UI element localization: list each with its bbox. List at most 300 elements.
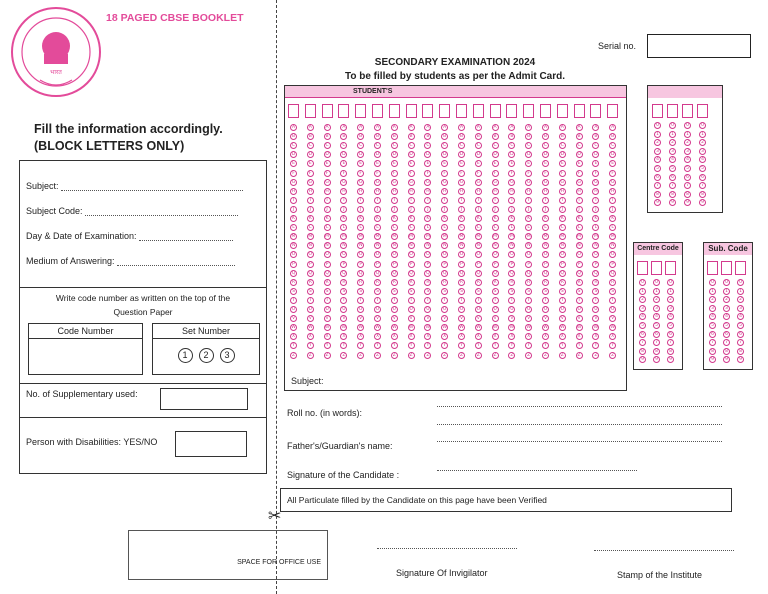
omr-bubble[interactable]: N xyxy=(560,243,564,249)
omr-bubble[interactable]: F xyxy=(340,170,347,177)
omr-bubble[interactable]: P xyxy=(508,261,515,268)
omr-bubble[interactable]: H xyxy=(543,188,548,194)
omr-bubble[interactable]: H xyxy=(426,188,430,194)
omr-bubble[interactable]: R xyxy=(543,279,548,285)
omr-bubble[interactable]: O xyxy=(308,252,313,258)
omr-bubble[interactable]: P xyxy=(290,261,297,268)
omr-bubble[interactable]: K xyxy=(475,215,482,222)
omr-bubble[interactable]: Y xyxy=(609,342,616,349)
omr-bubble[interactable]: O xyxy=(442,252,447,258)
omr-bubble[interactable]: 3 xyxy=(639,305,646,312)
omr-bubble[interactable]: C xyxy=(308,143,312,149)
omr-bubble[interactable]: R xyxy=(426,279,430,285)
omr-bubble[interactable]: G xyxy=(426,179,430,185)
omr-entry-cell[interactable] xyxy=(540,104,551,118)
omr-bubble[interactable]: B xyxy=(359,134,363,140)
omr-bubble[interactable]: N xyxy=(459,243,464,249)
omr-bubble[interactable]: 2 xyxy=(669,139,676,146)
omr-bubble[interactable]: K xyxy=(374,215,381,222)
omr-bubble[interactable]: V xyxy=(375,316,380,322)
omr-bubble[interactable]: R xyxy=(443,279,447,285)
omr-bubble[interactable]: R xyxy=(359,279,363,285)
omr-bubble[interactable]: I xyxy=(290,197,297,204)
set-option-1[interactable]: 1 xyxy=(178,348,193,363)
omr-bubble[interactable]: X xyxy=(543,334,548,340)
omr-bubble[interactable]: N xyxy=(291,243,296,249)
omr-bubble[interactable]: F xyxy=(508,170,515,177)
omr-bubble[interactable]: M xyxy=(308,234,313,240)
omr-entry-cell[interactable] xyxy=(506,104,517,118)
omr-bubble[interactable]: X xyxy=(392,334,396,340)
omr-bubble[interactable]: D xyxy=(442,152,447,158)
omr-entry-cell[interactable] xyxy=(651,261,662,275)
omr-bubble[interactable]: W xyxy=(459,325,464,331)
omr-bubble[interactable]: 5 xyxy=(737,322,744,329)
omr-bubble[interactable]: 0 xyxy=(667,279,674,286)
omr-bubble[interactable]: M xyxy=(325,234,330,240)
omr-bubble[interactable]: 8 xyxy=(709,348,716,355)
omr-bubble[interactable]: D xyxy=(510,152,514,158)
omr-bubble[interactable]: F xyxy=(525,170,532,177)
omr-bubble[interactable]: V xyxy=(611,316,615,322)
omr-bubble[interactable]: Y xyxy=(408,342,415,349)
omr-bubble[interactable]: N xyxy=(527,243,531,249)
omr-bubble[interactable]: C xyxy=(577,143,581,149)
supplementary-input[interactable] xyxy=(160,388,248,410)
omr-bubble[interactable]: D xyxy=(375,152,380,158)
omr-entry-cell[interactable] xyxy=(523,104,534,118)
omr-bubble[interactable]: S xyxy=(307,288,314,295)
omr-bubble[interactable]: H xyxy=(560,188,564,194)
omr-bubble[interactable]: E xyxy=(307,160,314,167)
omr-bubble[interactable]: 2 xyxy=(653,296,660,303)
omr-bubble[interactable]: E xyxy=(576,160,583,167)
omr-bubble[interactable]: 8 xyxy=(699,191,706,198)
omr-bubble[interactable]: G xyxy=(510,179,514,185)
omr-bubble[interactable]: F xyxy=(475,170,482,177)
omr-bubble[interactable]: X xyxy=(426,334,430,340)
omr-bubble[interactable]: 7 xyxy=(709,339,716,346)
omr-bubble[interactable]: Z xyxy=(342,352,346,358)
omr-bubble[interactable]: Z xyxy=(291,352,296,358)
omr-bubble[interactable]: M xyxy=(409,234,414,240)
omr-bubble[interactable]: S xyxy=(424,288,431,295)
omr-bubble[interactable]: Y xyxy=(391,342,398,349)
omr-bubble[interactable]: T xyxy=(307,297,314,304)
omr-bubble[interactable]: Q xyxy=(342,270,346,276)
omr-entry-cell[interactable] xyxy=(590,104,601,118)
omr-bubble[interactable]: P xyxy=(458,261,465,268)
omr-bubble[interactable]: 9 xyxy=(723,356,730,363)
omr-bubble[interactable]: B xyxy=(392,134,396,140)
omr-bubble[interactable]: T xyxy=(340,297,347,304)
omr-bubble[interactable]: D xyxy=(342,152,346,158)
omr-bubble[interactable]: 0 xyxy=(669,122,676,129)
omr-bubble[interactable]: Q xyxy=(358,270,363,276)
omr-bubble[interactable]: E xyxy=(391,160,398,167)
omr-bubble[interactable]: U xyxy=(493,307,497,312)
omr-bubble[interactable]: Q xyxy=(426,270,430,276)
omr-bubble[interactable]: V xyxy=(325,316,329,322)
omr-bubble[interactable]: K xyxy=(307,215,314,222)
omr-bubble[interactable]: Y xyxy=(290,342,297,349)
omr-bubble[interactable]: 6 xyxy=(653,331,660,338)
omr-bubble[interactable]: I xyxy=(307,197,314,204)
omr-bubble[interactable]: E xyxy=(424,160,431,167)
omr-bubble[interactable]: V xyxy=(476,316,480,322)
omr-bubble[interactable]: Q xyxy=(577,270,581,276)
omr-bubble[interactable]: 0 xyxy=(653,279,660,286)
omr-bubble[interactable]: J xyxy=(525,206,532,213)
omr-bubble[interactable]: U xyxy=(426,307,430,312)
omr-bubble[interactable]: T xyxy=(357,297,364,304)
omr-bubble[interactable]: 4 xyxy=(639,313,646,320)
omr-bubble[interactable]: R xyxy=(577,279,581,285)
omr-bubble[interactable]: Y xyxy=(307,342,314,349)
omr-bubble[interactable]: O xyxy=(610,252,615,258)
omr-bubble[interactable]: A xyxy=(459,125,464,130)
omr-entry-cell[interactable] xyxy=(338,104,349,118)
omr-bubble[interactable]: O xyxy=(560,252,565,258)
omr-bubble[interactable]: Z xyxy=(594,352,598,358)
omr-bubble[interactable]: E xyxy=(357,160,364,167)
omr-bubble[interactable]: Z xyxy=(459,352,464,358)
omr-bubble[interactable]: I xyxy=(475,197,482,204)
omr-bubble[interactable]: 9 xyxy=(667,356,674,363)
omr-bubble[interactable]: D xyxy=(426,152,430,158)
omr-bubble[interactable]: 4 xyxy=(654,156,661,163)
omr-bubble[interactable]: W xyxy=(324,325,330,331)
omr-bubble[interactable]: N xyxy=(594,243,598,249)
omr-bubble[interactable]: Z xyxy=(560,352,564,358)
omr-bubble[interactable]: R xyxy=(476,279,480,285)
omr-bubble[interactable]: U xyxy=(560,307,564,312)
omr-bubble[interactable]: U xyxy=(325,307,329,312)
omr-bubble[interactable]: C xyxy=(476,143,480,149)
omr-bubble[interactable]: S xyxy=(576,288,583,295)
omr-bubble[interactable]: P xyxy=(559,261,566,268)
omr-bubble[interactable]: M xyxy=(375,234,380,240)
omr-bubble[interactable]: N xyxy=(342,243,346,249)
omr-bubble[interactable]: 1 xyxy=(654,131,661,138)
omr-entry-cell[interactable] xyxy=(439,104,450,118)
omr-bubble[interactable]: H xyxy=(325,188,329,194)
omr-bubble[interactable]: X xyxy=(577,334,581,340)
omr-bubble[interactable]: W xyxy=(341,325,347,331)
omr-bubble[interactable]: Z xyxy=(308,352,312,358)
omr-bubble[interactable]: E xyxy=(374,160,381,167)
omr-bubble[interactable]: F xyxy=(357,170,364,177)
omr-bubble[interactable]: I xyxy=(609,197,616,204)
omr-bubble[interactable]: A xyxy=(392,125,396,130)
omr-bubble[interactable]: I xyxy=(441,197,448,204)
omr-bubble[interactable]: H xyxy=(493,188,497,194)
omr-bubble[interactable]: V xyxy=(577,316,581,322)
omr-bubble[interactable]: B xyxy=(459,134,464,140)
omr-bubble[interactable]: B xyxy=(543,134,548,140)
omr-bubble[interactable]: F xyxy=(424,170,431,177)
omr-bubble[interactable]: 9 xyxy=(654,199,661,206)
omr-bubble[interactable]: A xyxy=(594,125,598,130)
omr-bubble[interactable]: L xyxy=(609,224,616,231)
omr-bubble[interactable]: V xyxy=(291,316,296,322)
omr-bubble[interactable]: K xyxy=(525,215,532,222)
omr-bubble[interactable]: G xyxy=(358,179,363,185)
omr-bubble[interactable]: J xyxy=(391,206,398,213)
omr-bubble[interactable]: H xyxy=(510,188,514,194)
omr-bubble[interactable]: 0 xyxy=(654,122,661,129)
omr-bubble[interactable]: Z xyxy=(510,352,514,358)
omr-bubble[interactable]: G xyxy=(392,179,397,185)
omr-entry-cell[interactable] xyxy=(288,104,299,118)
omr-bubble[interactable]: U xyxy=(476,307,480,312)
omr-bubble[interactable]: F xyxy=(609,170,616,177)
omr-bubble[interactable]: Z xyxy=(392,352,396,358)
omr-bubble[interactable]: F xyxy=(441,170,448,177)
omr-bubble[interactable]: A xyxy=(543,125,548,130)
omr-bubble[interactable]: W xyxy=(425,325,431,331)
omr-bubble[interactable]: I xyxy=(542,197,549,204)
omr-bubble[interactable]: U xyxy=(342,307,346,312)
omr-bubble[interactable]: Q xyxy=(476,270,481,276)
omr-bubble[interactable]: O xyxy=(476,252,481,258)
omr-bubble[interactable]: K xyxy=(424,215,431,222)
omr-bubble[interactable]: N xyxy=(493,243,497,249)
omr-bubble[interactable]: Y xyxy=(374,342,381,349)
omr-bubble[interactable]: K xyxy=(290,215,297,222)
omr-bubble[interactable]: 6 xyxy=(654,174,661,181)
omr-bubble[interactable]: B xyxy=(476,134,480,140)
omr-bubble[interactable]: F xyxy=(592,170,599,177)
omr-entry-cell[interactable] xyxy=(665,261,676,275)
omr-bubble[interactable]: 5 xyxy=(723,322,730,329)
omr-bubble[interactable]: H xyxy=(342,188,346,194)
omr-bubble[interactable]: 9 xyxy=(699,199,706,206)
serial-input[interactable] xyxy=(647,34,751,58)
omr-bubble[interactable]: B xyxy=(342,134,346,140)
omr-bubble[interactable]: I xyxy=(408,197,415,204)
omr-bubble[interactable]: W xyxy=(408,325,414,331)
code-number-box[interactable] xyxy=(28,323,143,375)
omr-bubble[interactable]: T xyxy=(391,297,398,304)
omr-bubble[interactable]: C xyxy=(611,143,615,149)
omr-bubble[interactable]: 9 xyxy=(737,356,744,363)
omr-bubble[interactable]: B xyxy=(325,134,329,140)
omr-bubble[interactable]: J xyxy=(508,206,515,213)
omr-bubble[interactable]: B xyxy=(510,134,514,140)
omr-bubble[interactable]: 8 xyxy=(737,348,744,355)
omr-bubble[interactable]: S xyxy=(374,288,381,295)
omr-bubble[interactable]: Y xyxy=(458,342,465,349)
omr-bubble[interactable]: 1 xyxy=(639,288,646,295)
omr-bubble[interactable]: V xyxy=(527,316,531,322)
omr-bubble[interactable]: P xyxy=(324,261,331,268)
omr-bubble[interactable]: S xyxy=(290,288,297,295)
omr-bubble[interactable]: K xyxy=(391,215,398,222)
subject-field[interactable] xyxy=(26,181,243,191)
omr-bubble[interactable]: F xyxy=(542,170,549,177)
omr-bubble[interactable]: O xyxy=(358,252,363,258)
omr-bubble[interactable]: Z xyxy=(443,352,447,358)
omr-bubble[interactable]: I xyxy=(357,197,364,204)
omr-bubble[interactable]: N xyxy=(510,243,514,249)
omr-bubble[interactable]: H xyxy=(526,188,531,194)
omr-bubble[interactable]: X xyxy=(325,334,329,340)
omr-bubble[interactable]: R xyxy=(325,279,329,285)
omr-bubble[interactable]: E xyxy=(475,160,482,167)
omr-bubble[interactable]: I xyxy=(391,197,398,204)
omr-bubble[interactable]: Q xyxy=(543,270,548,276)
omr-bubble[interactable]: X xyxy=(342,334,346,340)
omr-bubble[interactable]: P xyxy=(340,261,347,268)
omr-entry-cell[interactable] xyxy=(422,104,433,118)
omr-bubble[interactable]: M xyxy=(442,234,447,240)
omr-bubble[interactable]: J xyxy=(441,206,448,213)
omr-entry-cell[interactable] xyxy=(721,261,732,275)
omr-bubble[interactable]: O xyxy=(291,252,296,258)
omr-bubble[interactable]: U xyxy=(291,307,296,312)
omr-bubble[interactable]: 6 xyxy=(639,331,646,338)
omr-bubble[interactable]: Y xyxy=(559,342,566,349)
omr-bubble[interactable]: 5 xyxy=(669,165,676,172)
omr-bubble[interactable]: 2 xyxy=(654,139,661,146)
omr-bubble[interactable]: J xyxy=(290,206,297,213)
omr-bubble[interactable]: M xyxy=(543,234,548,240)
omr-bubble[interactable]: H xyxy=(308,188,312,194)
omr-bubble[interactable]: T xyxy=(525,297,532,304)
omr-bubble[interactable]: H xyxy=(392,188,396,194)
omr-bubble[interactable]: J xyxy=(357,206,364,213)
omr-bubble[interactable]: F xyxy=(576,170,583,177)
omr-bubble[interactable]: R xyxy=(409,279,413,285)
omr-bubble[interactable]: B xyxy=(291,134,296,140)
omr-bubble[interactable]: U xyxy=(375,307,380,312)
omr-bubble[interactable]: C xyxy=(342,143,346,149)
omr-bubble[interactable]: J xyxy=(542,206,549,213)
omr-bubble[interactable]: R xyxy=(594,279,598,285)
omr-bubble[interactable]: 9 xyxy=(709,356,716,363)
omr-bubble[interactable]: G xyxy=(476,179,481,185)
omr-bubble[interactable]: 6 xyxy=(723,331,730,338)
omr-bubble[interactable]: S xyxy=(592,288,599,295)
omr-bubble[interactable]: 7 xyxy=(654,182,661,189)
omr-bubble[interactable]: T xyxy=(408,297,415,304)
omr-bubble[interactable]: I xyxy=(424,197,431,204)
omr-bubble[interactable]: 5 xyxy=(653,322,660,329)
omr-bubble[interactable]: S xyxy=(458,288,465,295)
omr-bubble[interactable]: M xyxy=(577,234,582,240)
omr-bubble[interactable]: 5 xyxy=(639,322,646,329)
omr-bubble[interactable]: R xyxy=(611,279,615,285)
omr-bubble[interactable]: T xyxy=(592,297,599,304)
omr-bubble[interactable]: S xyxy=(559,288,566,295)
omr-bubble[interactable]: P xyxy=(542,261,549,268)
omr-bubble[interactable]: V xyxy=(459,316,464,322)
omr-bubble[interactable]: 0 xyxy=(709,279,716,286)
omr-bubble[interactable]: L xyxy=(576,224,583,231)
omr-bubble[interactable]: M xyxy=(425,234,430,240)
omr-entry-cell[interactable] xyxy=(456,104,467,118)
omr-bubble[interactable]: 8 xyxy=(639,348,646,355)
omr-bubble[interactable]: A xyxy=(510,125,514,130)
omr-bubble[interactable]: C xyxy=(291,143,296,149)
omr-bubble[interactable]: I xyxy=(592,197,599,204)
omr-bubble[interactable]: 6 xyxy=(684,174,691,181)
omr-bubble[interactable]: O xyxy=(543,252,548,258)
omr-bubble[interactable]: E xyxy=(290,160,297,167)
omr-bubble[interactable]: D xyxy=(409,152,413,158)
omr-bubble[interactable]: I xyxy=(576,197,583,204)
omr-bubble[interactable]: 2 xyxy=(639,296,646,303)
omr-bubble[interactable]: N xyxy=(577,243,581,249)
omr-entry-cell[interactable] xyxy=(355,104,366,118)
omr-bubble[interactable]: 4 xyxy=(737,313,744,320)
omr-bubble[interactable]: C xyxy=(594,143,598,149)
omr-entry-cell[interactable] xyxy=(473,104,484,118)
omr-bubble[interactable]: W xyxy=(526,325,531,331)
omr-bubble[interactable]: S xyxy=(609,288,616,295)
omr-bubble[interactable]: G xyxy=(543,179,548,185)
omr-bubble[interactable]: X xyxy=(510,334,514,340)
omr-bubble[interactable]: Z xyxy=(426,352,430,358)
omr-bubble[interactable]: X xyxy=(560,334,564,340)
omr-bubble[interactable]: I xyxy=(508,197,515,204)
omr-bubble[interactable]: 0 xyxy=(737,279,744,286)
omr-bubble[interactable]: 5 xyxy=(699,165,706,172)
omr-bubble[interactable]: 5 xyxy=(684,165,691,172)
omr-bubble[interactable]: D xyxy=(308,152,313,158)
omr-bubble[interactable]: K xyxy=(592,215,599,222)
omr-bubble[interactable]: P xyxy=(408,261,415,268)
omr-bubble[interactable]: H xyxy=(610,188,615,194)
omr-bubble[interactable]: T xyxy=(374,297,381,304)
omr-bubble[interactable]: I xyxy=(525,197,532,204)
omr-bubble[interactable]: K xyxy=(340,215,347,222)
omr-bubble[interactable]: Y xyxy=(592,342,599,349)
omr-bubble[interactable]: B xyxy=(308,134,312,140)
omr-bubble[interactable]: G xyxy=(493,179,497,185)
omr-bubble[interactable]: P xyxy=(357,261,364,268)
omr-bubble[interactable]: Q xyxy=(493,270,497,276)
omr-entry-cell[interactable] xyxy=(406,104,417,118)
omr-bubble[interactable]: Y xyxy=(508,342,515,349)
omr-bubble[interactable]: C xyxy=(527,143,531,149)
omr-bubble[interactable]: O xyxy=(577,252,581,258)
omr-bubble[interactable]: 7 xyxy=(653,339,660,346)
omr-bubble[interactable]: W xyxy=(291,325,296,331)
omr-bubble[interactable]: J xyxy=(424,206,431,213)
omr-bubble[interactable]: C xyxy=(543,143,548,149)
omr-entry-cell[interactable] xyxy=(305,104,316,118)
omr-bubble[interactable]: L xyxy=(559,224,566,231)
omr-bubble[interactable]: 9 xyxy=(639,356,646,363)
omr-bubble[interactable]: G xyxy=(325,179,329,185)
omr-bubble[interactable]: H xyxy=(577,188,581,194)
omr-bubble[interactable]: Y xyxy=(525,342,532,349)
omr-bubble[interactable]: Y xyxy=(542,342,549,349)
omr-bubble[interactable]: P xyxy=(441,261,448,268)
omr-bubble[interactable]: R xyxy=(527,279,531,285)
omr-bubble[interactable]: T xyxy=(609,297,616,304)
omr-bubble[interactable]: M xyxy=(392,234,397,240)
omr-bubble[interactable]: V xyxy=(543,316,548,322)
omr-bubble[interactable]: H xyxy=(409,188,413,194)
omr-bubble[interactable]: P xyxy=(576,261,583,268)
omr-bubble[interactable]: D xyxy=(594,152,598,158)
roll-words-line-2[interactable] xyxy=(437,424,722,425)
omr-bubble[interactable]: B xyxy=(611,134,615,140)
omr-bubble[interactable]: E xyxy=(542,160,549,167)
